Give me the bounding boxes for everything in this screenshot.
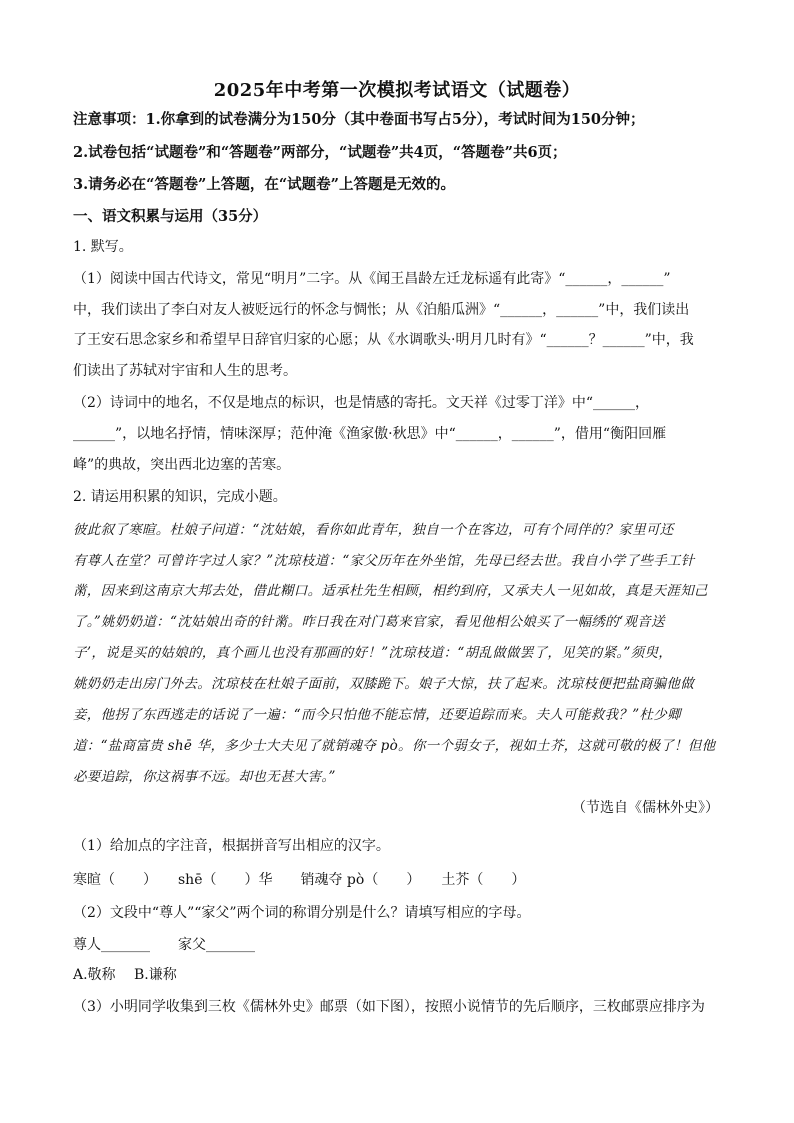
notice-line-2: 2.试卷包括“试题卷”和“答题卷”两部分，“试题卷”共4页，“答题卷”共6页； [73,144,567,161]
q1-part2-line1: （2）诗词中的地名，不仅是地点的标识，也是情感的寄托。文天祥《过零丁洋》中“______， [73,395,650,411]
question-1-label: 1. 默写。 [73,239,133,255]
q2-sub2-items: 尊人_______ 家父_______ [73,937,255,953]
q1-part2-line3: 峰”的典故，突出西北边塞的苦寒。 [73,457,291,473]
page-title: 2025年中考第一次模拟考试语文（试题卷） [213,80,581,101]
passage-line: 子’，说是买的姑娘的，真个画儿也没有那画的好！”沈琼枝道：“胡乱做做罢了，见笑的紧。”须臾， [73,645,673,661]
q2-sub1-prompt: （1）给加点的字注音，根据拼音写出相应的汉字。 [73,838,390,854]
passage-line: 黹，因来到这南京大邦去处，借此糊口。适承杜先生相顾，相约到府，又承夫人一见如故，真是天涯知己 [73,583,708,599]
passage-line: 有尊人在堂？可曾许字过人家？”沈琼枝道：“家父历年在外坐馆，先母已经去世。我自小学了些手工针 [73,553,695,569]
notice-line-3: 3.请务必在“答题卷”上答题，在“试题卷”上答题是无效的。 [73,176,455,193]
q1-part1-line2: 中，我们读出了李白对友人被贬远行的怀念与惆怅；从《泊船瓜洲》“______，______”中，我们读出 [73,302,690,318]
passage-line: 彼此叙了寒暄。杜娘子问道：“沈姑娘，看你如此青年，独自一个在客边，可有个同伴的？家里可还 [73,522,674,538]
passage-source: （节选自《儒林外史》） [572,800,719,816]
q1-part2-line2: ______”，以地名抒情，情味深厚；范仲淹《渔家傲·秋思》中“______，______”，借用“衡阳回雁 [73,426,667,442]
passage-line: 姚奶奶走出房门外去。沈琼枝在杜娘子面前，双膝跪下。娘子大惊，扶了起来。沈琼枝便把盐商骗他做 [73,676,694,692]
q2-sub2-options: A.敬称 B.谦称 [73,967,177,983]
question-2-label: 2. 请运用积累的知识，完成小题。 [73,489,287,505]
q2-sub3-prompt: （3）小明同学收集到三枚《儒林外史》邮票（如下图），按照小说情节的先后顺序，三枚邮票应排序为 [73,999,705,1015]
notice-line-1: 注意事项：1.你拿到的试卷满分为150分（其中卷面书写占5分），考试时间为150分钟； [73,111,645,128]
passage-line: 必要追踪，你这祸事不远。却也无甚大害。” [73,769,336,785]
q1-part1-line1: （1）阅读中国古代诗文，常见“明月”二字。从《闻王昌龄左迁龙标遥有此寄》“______，______” [73,271,671,287]
section-heading: 一、语文积累与运用（35分） [73,208,268,225]
passage-line: 妾，他拐了东西逃走的话说了一遍：“而今只怕他不能忘情，还要追踪而来。夫人可能救我？”杜少卿 [73,707,681,723]
passage-line: 道：“盐商富贵 shē 华，多少士大夫见了就销魂夺 pò。你一个弱女子，视如土芥，这就可敬的极了！但他 [73,738,716,754]
q1-part1-line4: 们读出了苏轼对宇宙和人生的思考。 [73,363,297,379]
passage-line: 了。”姚奶奶道：“沈姑娘出奇的针黹。昨日我在对门葛来官家，看见他相公娘买了一幅绣的‘观音送 [73,614,665,630]
q2-sub1-items: 寒暄（ ） shē（ ）华 销魂夺 pò（ ） 土芥（ ） [73,872,526,888]
q2-sub2-prompt: （2）文段中“尊人”“家父”两个词的称谓分别是什么？请填写相应的字母。 [73,905,531,921]
q1-part1-line3: 了王安石思念家乡和希望早日辞官归家的心愿；从《水调歌头·明月几时有》“______？______”中，我 [73,332,694,348]
